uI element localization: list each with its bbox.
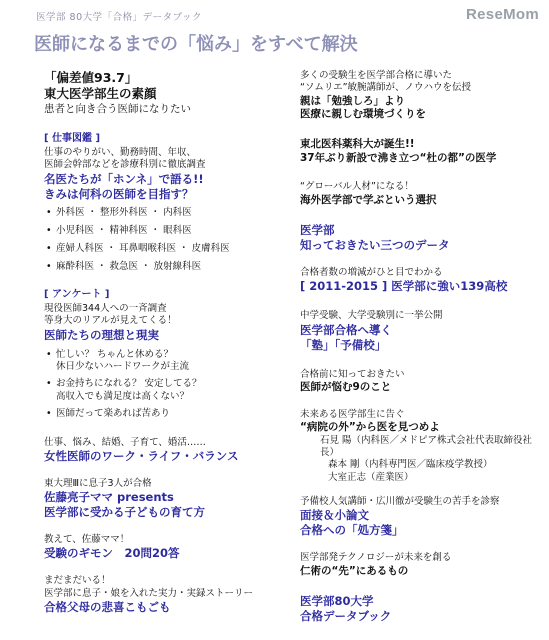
article-tohoku-university bbox=[300, 138, 545, 165]
headline: 佐藤亮子ママ presents bbox=[44, 490, 174, 505]
article-nine-worries bbox=[300, 369, 545, 395]
headline: 医師たちの理想と現実 bbox=[44, 327, 159, 342]
article-three-data bbox=[300, 223, 545, 253]
headline: “病院の外”から医を見つめよ bbox=[300, 420, 440, 433]
headline: 「偏差値93.7」 bbox=[44, 70, 138, 85]
contributor: 森本 剛（内科専門医／臨床疫学教授） bbox=[328, 459, 493, 471]
description: 合格前に知っておきたい bbox=[300, 368, 405, 380]
description: 患者と向き合う医師になりたい bbox=[44, 102, 191, 115]
headline: 名医たちが「ホンネ」で語る!! bbox=[44, 171, 204, 186]
article-sommelier bbox=[300, 70, 545, 122]
description: 医学部発テクノロジーが未来を創る bbox=[300, 552, 452, 564]
headline: きみは何科の医師を目指す？ bbox=[44, 186, 194, 201]
item-answer: 休日少ないハードワークが主流 bbox=[56, 361, 190, 373]
list-item: • 麻酔科医 ・ 救急医 ・ 放射線科医 bbox=[44, 258, 284, 276]
article-technology bbox=[300, 552, 545, 578]
description: 未来ある医学部生に告ぐ bbox=[300, 408, 405, 420]
item-question: 医師だって楽あれば苦あり bbox=[56, 407, 171, 419]
description: 予備校人気講師・広川徹が受験生の苦手を診察 bbox=[300, 495, 500, 507]
article-cram-schools bbox=[300, 310, 545, 352]
headline: 医療に親しむ環境づくりを bbox=[300, 108, 426, 121]
contributor: 長） bbox=[320, 446, 340, 458]
article-global bbox=[300, 181, 545, 207]
headline: 合格父母の悲喜こもごも bbox=[44, 600, 171, 615]
description: 東大理Ⅲに息子3人が合格 bbox=[44, 477, 152, 489]
description: 等身大のリアルが見えてくる！ bbox=[44, 315, 177, 327]
list-item: • 小児科医 ・ 精神科医 ・ 眼科医 bbox=[44, 222, 284, 240]
description: 現役医師344人への一斉調査 bbox=[44, 302, 167, 314]
description: 医学部に息子・娘を入れた実力・実録ストーリー bbox=[44, 587, 254, 599]
description: 多くの受験生を医学部合格に導いた bbox=[300, 70, 453, 81]
section-tag: [ 仕事図鑑 ] bbox=[44, 133, 101, 145]
item-question: 忙しい？ ちゃんと休める？ bbox=[56, 348, 174, 360]
contributor: 大室正志（産業医） bbox=[328, 471, 414, 483]
header-small-title: 医学部 80大学「合格」データブック bbox=[36, 12, 202, 23]
headline: 知っておきたい三つのデータ bbox=[300, 238, 450, 253]
headline: 合格への「処方箋」 bbox=[300, 523, 404, 538]
description: 合格者数の増減がひと目でわかる bbox=[300, 267, 443, 279]
article-survey bbox=[44, 288, 284, 421]
description: “ソムリエ”敏腕講師が、ノウハウを伝授 bbox=[300, 82, 472, 94]
description: 仕事のやりがい、勤務時間、年収、 bbox=[44, 147, 197, 159]
page-title: 医師になるまでの「悩み」をすべて解決 bbox=[34, 34, 358, 55]
article-job-encyclopedia bbox=[44, 132, 284, 276]
article-exam-questions bbox=[44, 534, 284, 561]
list-item bbox=[44, 408, 284, 421]
description: 仕事、悩み、結婚、子育て、婚活…… bbox=[44, 436, 206, 448]
description: 中学受験、大学受験別に一挙公開 bbox=[300, 310, 443, 322]
headline: 医学部80大学 bbox=[300, 594, 374, 609]
item-answer: 高収入でも満足度は高くない？ bbox=[56, 390, 190, 402]
headline: 医師が悩む9のこと bbox=[300, 380, 392, 393]
article-parents-stories bbox=[44, 575, 284, 615]
headline: 医学部に受かる子どもの育て方 bbox=[44, 505, 205, 520]
description: “グローバル人材”になる！ bbox=[300, 181, 414, 193]
headline: 医学部 bbox=[300, 223, 335, 238]
headline: 女性医師のワーク・ライフ・バランス bbox=[44, 448, 239, 463]
specialty-list bbox=[44, 204, 284, 276]
list-item: • 外科医 ・ 整形外科医 ・ 内科医 bbox=[44, 204, 284, 222]
headline: 受験のギモン 20問20答 bbox=[44, 546, 180, 561]
article-sato-mama bbox=[44, 478, 284, 520]
headline: 東大医学部生の素顔 bbox=[44, 86, 157, 102]
resemom-logo: ReseMom bbox=[466, 6, 539, 23]
article-data-book bbox=[300, 594, 545, 624]
list-item bbox=[44, 349, 284, 375]
article-outside-hospital bbox=[300, 409, 545, 484]
article-todai-students bbox=[44, 70, 284, 116]
headline: 東北医科薬科大が誕生!! bbox=[300, 137, 415, 150]
list-item bbox=[44, 378, 284, 404]
left-column bbox=[44, 70, 284, 615]
description: まだまだいる！ bbox=[44, 575, 111, 587]
survey-list bbox=[44, 349, 284, 421]
headline: 面接＆小論文 bbox=[300, 508, 369, 523]
description: 教えて、佐藤ママ！ bbox=[44, 534, 130, 546]
headline: 親は「勉強しろ」より bbox=[300, 94, 405, 107]
section-tag: [ アンケート ] bbox=[44, 288, 110, 300]
list-item: • 産婦人科医 ・ 耳鼻咽喉科医 ・ 皮膚科医 bbox=[44, 240, 284, 258]
contributor: 石見 陽（内科医／メドピア株式会社代表取締役社 bbox=[320, 434, 533, 446]
headline: 合格データブック bbox=[300, 609, 392, 624]
headline: [ 2011-2015 ] 医学部に強い139高校 bbox=[300, 279, 508, 294]
article-interview-essay bbox=[300, 496, 545, 538]
headline: 医学部合格へ導く bbox=[300, 322, 392, 337]
description: 医師会幹部などを診療科別に徹底調査 bbox=[44, 159, 206, 171]
article-work-life-balance bbox=[44, 437, 284, 464]
headline: 37年ぶり新設で沸き立つ“杜の都”の医学 bbox=[300, 151, 497, 164]
headline: 「塾」「予備校」 bbox=[300, 337, 387, 352]
headline: 海外医学部で学ぶという選択 bbox=[300, 193, 437, 206]
right-column bbox=[300, 70, 545, 624]
article-139-highschools bbox=[300, 267, 545, 294]
headline: 仁術の“先”にあるもの bbox=[300, 564, 409, 577]
item-question: お金持ちになれる？ 安定してる？ bbox=[56, 378, 202, 390]
